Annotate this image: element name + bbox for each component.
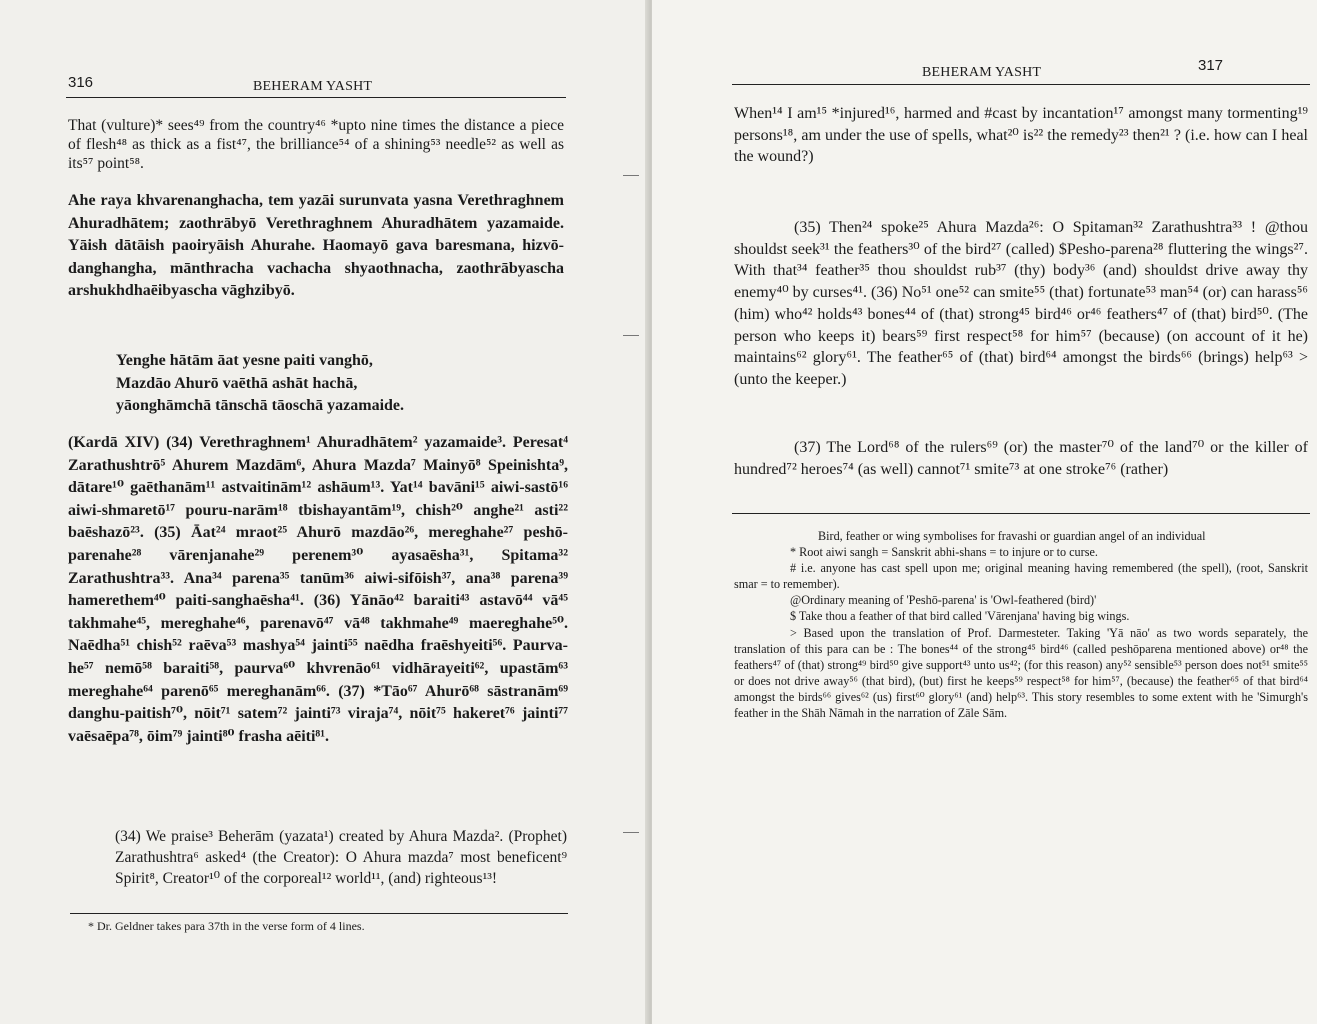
footnote-rule (70, 913, 568, 914)
avestan-verse (116, 350, 556, 418)
avestan-paragraph-2: (Kardā XIV) (34) Verethraghnem¹ Ahuradhātem² yazamaide³. Peresat⁴ Zarathushtrō⁵ Ahurem Mazdām⁶, Ahura Mazda⁷ Mainyō⁸ Speinishta⁹, dātare¹⁰ gaēthanām¹¹ astvaitinām¹² ashāum¹³. Yat¹⁴ bavāni¹⁵ aiwi-sastō¹⁶ aiwi-shmaretō¹⁷ pouru-narām¹⁸ tbishayantām¹⁹, chish²⁰ anghe²¹ asti²² baēshazō²³. (35) Āat²⁴ mraot²⁵ Ahurō mazdāo²⁶, mereghahe²⁷ peshō-parenahe²⁸ vārenjanahe²⁹ perenem³⁰ ayasaēsha³¹, Spitama³² Zarathushtra³³. Ana³⁴ parena³⁵ tanūm³⁶ aiwi-sifōish³⁷, ana³⁸ parena³⁹ hamerethem⁴⁰ paiti-sanghaēsha⁴¹. (36) Yānāo⁴² baraiti⁴³ astavō⁴⁴ vā⁴⁵ takhmahe⁴⁵, mereghahe⁴⁶, parenavō⁴⁷ vā⁴⁸ takhmahe⁴⁹ maereghahe⁵⁰. Naēdha⁵¹ chish⁵² raēva⁵³ mashya⁵⁴ jainti⁵⁵ naēdha fraēshyeiti⁵⁶. Paurva-he⁵⁷ nemō⁵⁸ baraiti⁵⁸, paurva⁶⁰ khvrenāo⁶¹ vidhārayeiti⁶², upastām⁶³ mereghahe⁶⁴ parenō⁶⁵ mereghanām⁶⁶. (37) *Tāo⁶⁷ Ahurō⁶⁸ sāstranām⁶⁹ danghu-paitish⁷⁰, nōit⁷¹ satem⁷² jainti⁷³ viraja⁷⁴, nōit⁷⁵ hakeret⁷⁶ jainti⁷⁷ vaēsaēpa⁷⁸, ōim⁷⁹ jainti⁸⁰ frasha aēiti⁸¹. (68, 434, 568, 745)
right-page (652, 0, 1317, 1024)
verse-line: yāonghāmchā tānschā tāoschā yazamaide. (116, 397, 405, 414)
footnote-item: # i.e. anyone has cast spell upon me; original meaning having remembered (the spell), (root, Sanskrit smar = to remember). (734, 561, 1308, 592)
translation-paragraph-2: (35) Then²⁴ spoke²⁵ Ahura Mazda²⁶: O Spitaman³² Zarathushtra³³ ! @thou shouldst seek³¹ the feathers³⁰ of the bird²⁷ (called) $Pesho-parena²⁸ fluttering the wings²⁷. With that³⁴ feather³⁵ thou shouldst rub³⁷ (thy) body³⁶ (and) shouldst drive away thy enemy⁴⁰ by curses⁴¹. (36) No⁵¹ one⁵² can smite⁵⁵ (that) fortunate⁵³ man⁵⁴ (or) can harass⁵⁶ (him) who⁴² holds⁴³ bones⁴⁴ of (that) strong⁴⁵ bird⁴⁶ or⁴⁶ feathers⁴⁷ of (that) bird⁵⁰. (The person who keeps it) bears⁵⁹ first respect⁵⁸ for him⁵⁷ (because) (on account of it he) maintains⁶² glory⁶¹. The feather⁶⁵ of (that) bird⁶⁴ amongst the birds⁶⁶ (brings) help⁶³ >(unto the keeper.) (734, 219, 1308, 388)
translation-paragraph-3: (37) The Lord⁶⁸ of the rulers⁶⁹ (or) the master⁷⁰ of the land⁷⁰ or the killer of hundred⁷² heroes⁷⁴ (as well) cannot⁷¹ smite⁷³ at one stroke⁷⁶ (rather) (734, 439, 1308, 478)
footnotes (734, 528, 1308, 721)
translation-paragraph: (34) We praise³ Beherām (yazata¹) created by Ahura Mazda². (Prophet) Zarathushtra⁶ asked⁴ (the Creator): O Ahura mazda⁷ most beneficent⁹ Spirit⁸, Creator¹⁰ of the corporeal¹² world¹¹, (and) righteous¹³! (115, 828, 567, 887)
gutter-mark (623, 832, 639, 833)
gutter-mark (623, 335, 639, 336)
footnote-item: @Ordinary meaning of 'Peshō-parena' is 'Owl-feathered (bird)' (790, 593, 1097, 608)
running-head: BEHERAM YASHT (922, 65, 1042, 80)
header-rule (66, 97, 566, 98)
intro-paragraph: That (vulture)* sees⁴⁹ from the country⁴⁶ *upto nine times the distance a piece of flesh⁴⁸ as thick as a fist⁴⁷, the brilliance⁵⁴ of a shining⁵³ needle⁵² as well as its⁵⁷ point⁵⁸. (68, 117, 564, 172)
footnote-item: Bird, feather or wing symbolises for fravashi or guardian angel of an individual (818, 529, 1206, 543)
verse-line: Mazdāo Ahurō vaēthā ashāt hachā, (116, 374, 358, 392)
translation-paragraph-1: When¹⁴ I am¹⁵ *injured¹⁶, harmed and #cast by incantation¹⁷ amongst many tormenting¹⁹ persons¹⁸, am under the use of spells, what²⁰ is²² the remedy²³ then²¹ ? (i.e. how can I heal the wound?) (734, 105, 1308, 165)
footnote-item: * Root aiwi sangh = Sanskrit abhi-shans = to injure or to curse. (790, 545, 1098, 560)
footnote-item: > Based upon the translation of Prof. Darmesteter. Taking 'Yā nāo' as two words separately, the translation of this para can be : The bones⁴⁴ of the strong⁴⁵ bird⁴⁶ (called peshōparena mentioned above) or⁴⁸ the feathers⁴⁷ of (that) strong⁴⁹ bird⁵⁰ give support⁴³ unto us⁴²; (for this reason) any⁵² sensible⁵³ person does not⁵¹ smite⁵⁵ or does not drive away⁵⁶ (that bird), (but) first he keeps⁵⁹ respect⁵⁸ for him⁵⁷, (because) the feather⁶⁵ of that bird⁶⁴ amongst the birds⁶⁶ gives⁶² (us) first⁶⁰ glory⁶¹ (and) help⁶³. This story resembles to some extent with he 'Simurgh's feather in the Shāh Nāmah in the narration of Zāle Sām. (734, 625, 1308, 721)
header-rule (732, 84, 1310, 85)
gutter-mark (623, 175, 639, 176)
running-head: BEHERAM YASHT (253, 79, 373, 94)
page-number: 317 (1198, 57, 1224, 74)
avestan-paragraph-1: Ahe raya khvarenanghacha, tem yazāi surunvata yasna Verethraghnem Ahuradhātem; zaothrābyō Verethraghnem Ahuradhātem yazamaide. Yāish dātāish paoiryāish Ahurahe. Haomayō gava baresmana, hizvō-danghangha, mānthracha vachacha shyaothnacha, zaothrābyascha arshukhdhaēibyascha vāghzibyō. (68, 192, 564, 299)
left-page (0, 0, 648, 1024)
page-number: 316 (68, 74, 94, 91)
verse-line: Yenghe hātām āat yesne paiti vanghō, (116, 352, 373, 369)
notes-rule (732, 513, 1310, 514)
footnote: * Dr. Geldner takes para 37th in the verse form of 4 lines. (88, 919, 365, 933)
footnote-item: $ Take thou a feather of that bird called 'Vārenjana' having big wings. (790, 609, 1130, 624)
